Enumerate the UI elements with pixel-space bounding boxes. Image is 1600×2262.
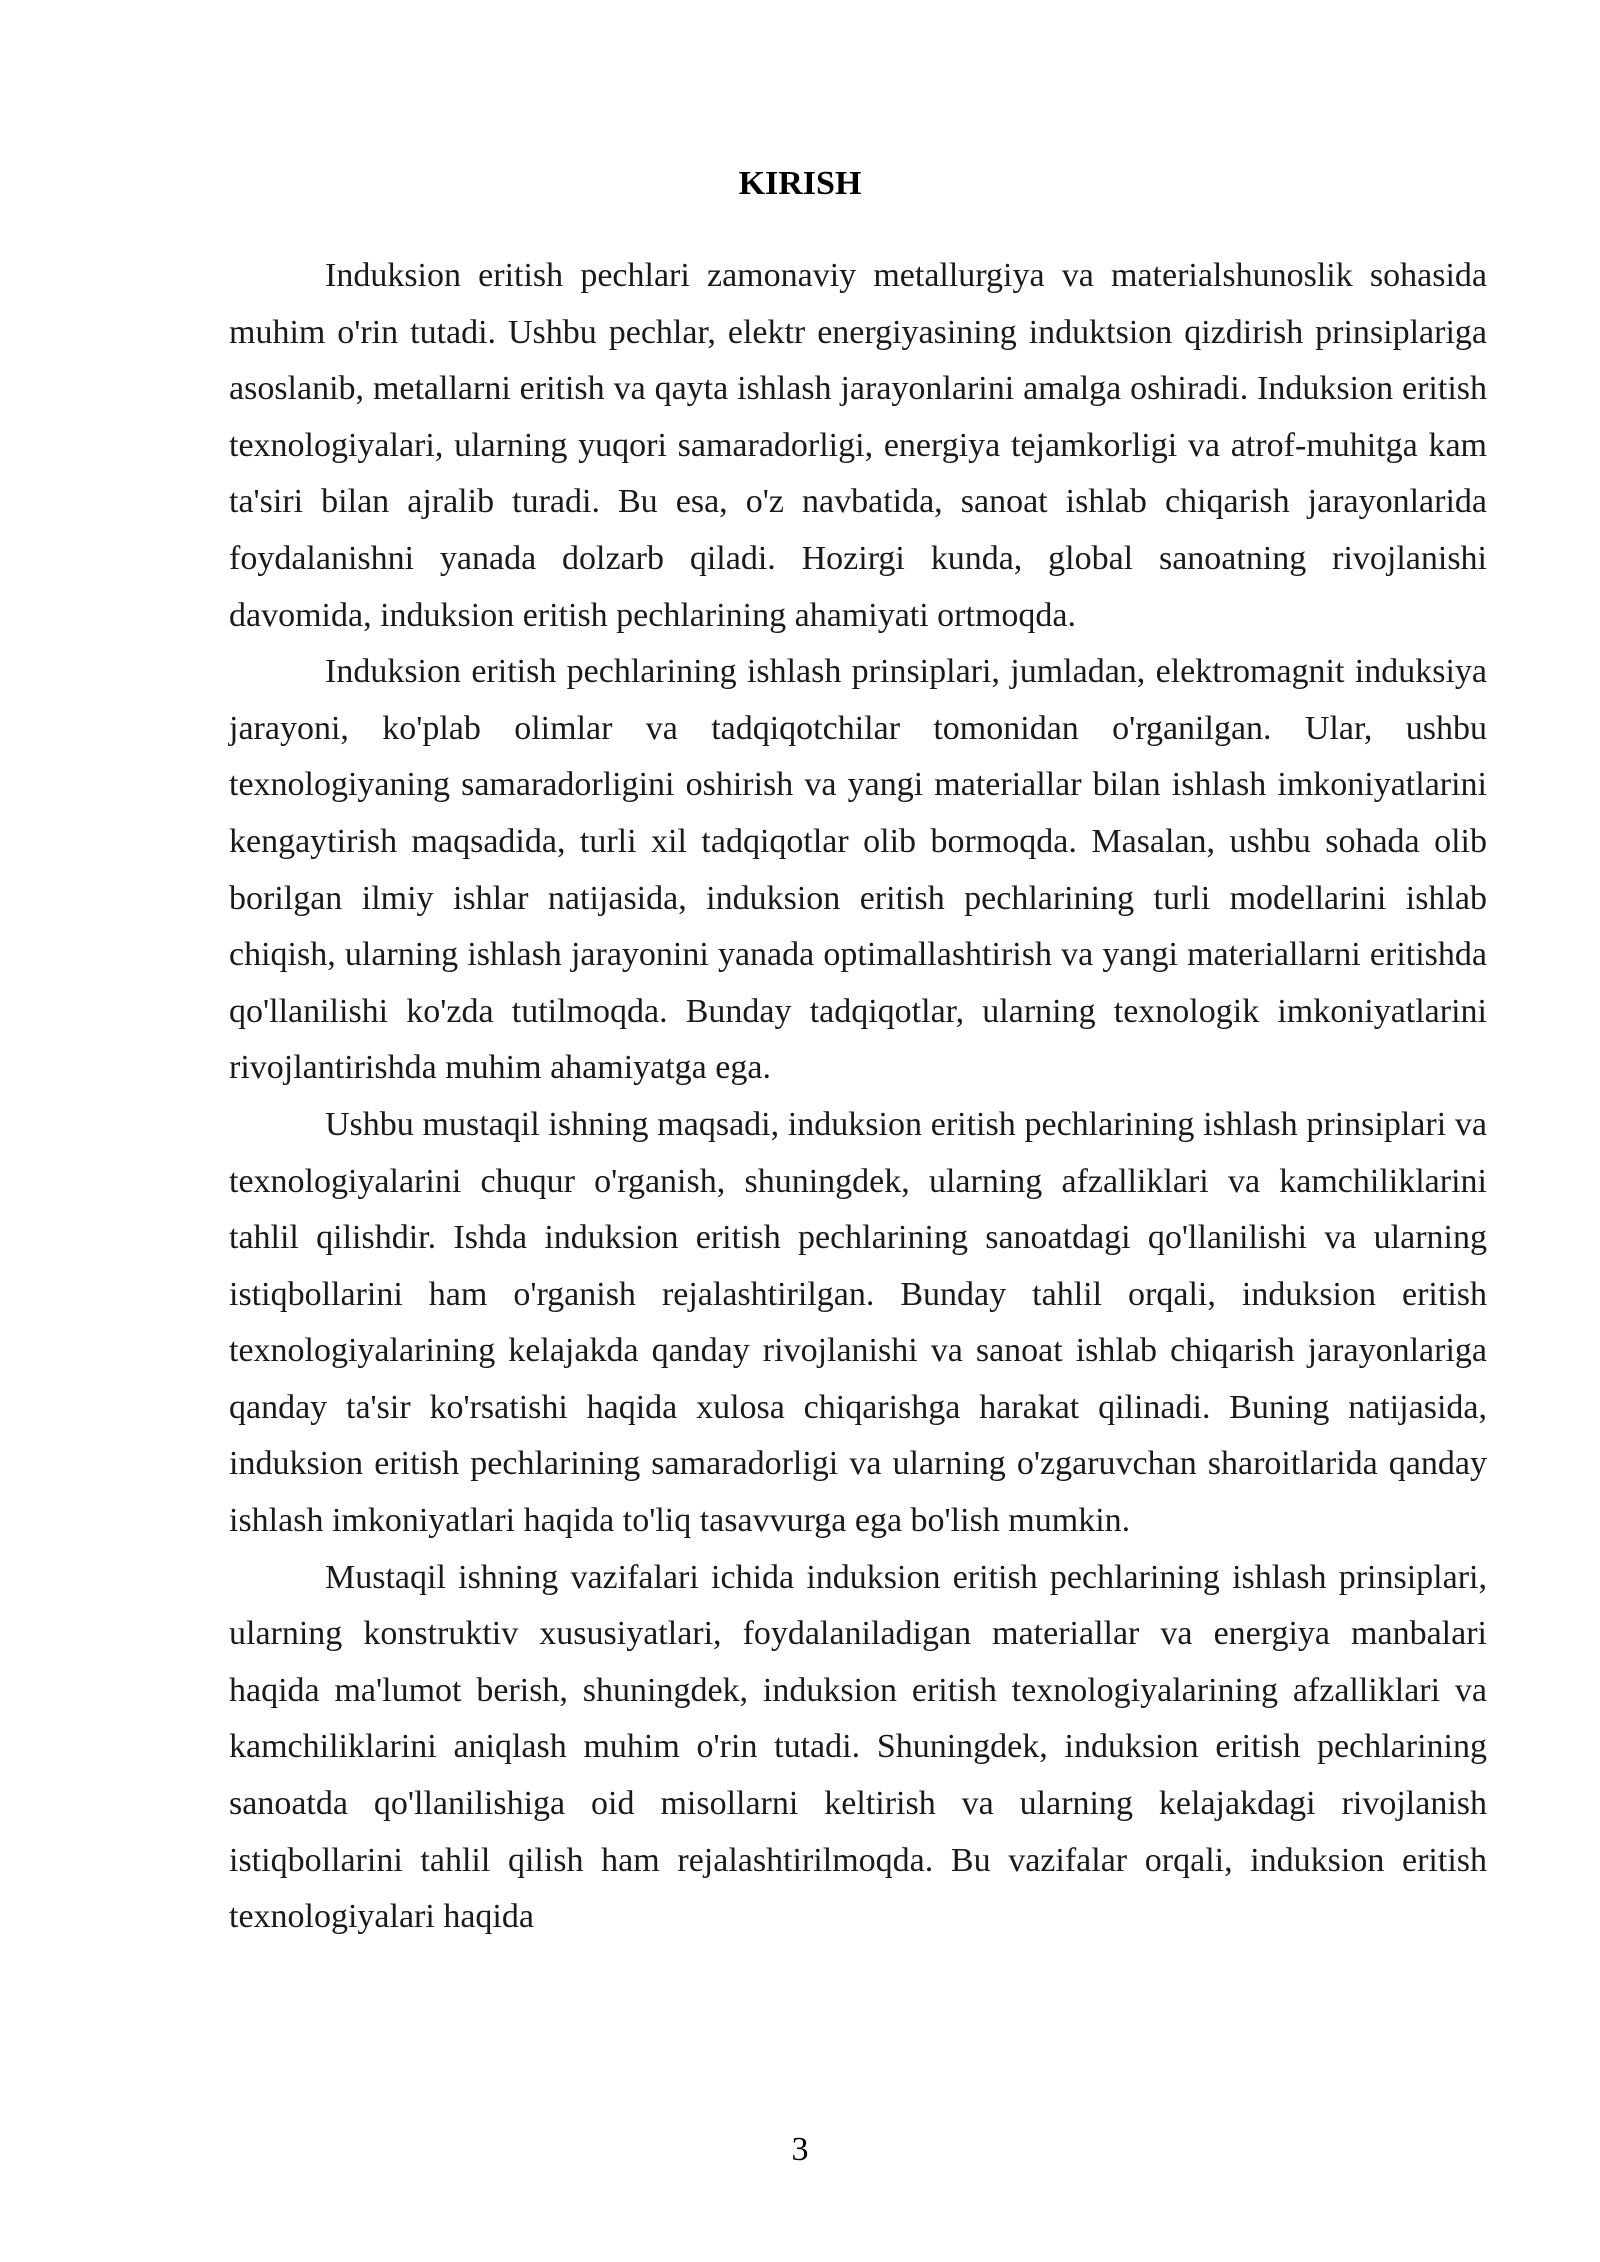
- paragraph-3: Ushbu mustaqil ishning maqsadi, induksion eritish pechlarining ishlash prinsiplari va texnologiyalarini chuqur o'rganish, shuningdek, ularning afzalliklari va kamchiliklarini tahlil qilishdir. Ishda induksion eritish pechlarining sanoatdagi qo'llanilishi va ularning istiqbollarini ham o'rganish rejalashtirilgan. Bunday tahlil orqali, induksion eritish texnologiyalarining kelajakda qanday rivojlanishi va sanoat ishlab chiqarish jarayonlariga qanday ta'sir ko'rsatishi haqida xulosa chiqarishga harakat qilinadi. Buning natijasida, induksion eritish pechlarining samaradorligi va ularning o'zgaruvchan sharoitlarida qanday ishlash imkoniyatlari haqida to'liq tasavvurga ega bo'lish mumkin.: [229, 1105, 1487, 1540]
- page-title: KIRISH: [738, 165, 862, 202]
- paragraph-2: Induksion eritish pechlarining ishlash prinsiplari, jumladan, elektromagnit induksiya jarayoni, ko'plab olimlar va tadqiqotchilar tomonidan o'rganilgan. Ular, ushbu texnologiyaning samaradorligini oshirish va yangi materiallar bilan ishlash imkoniyatlarini kengaytirish maqsadida, turli xil tadqiqotlar olib bormoqda. Masalan, ushbu sohada olib borilgan ilmiy ishlar natijasida, induksion eritish pechlarining turli modellarini ishlab chiqish, ularning ishlash jarayonini yanada optimallashtirish va yangi materiallarni eritishda qo'llanilishi ko'zda tutilmoqda. Bunday tadqiqotlar, ularning texnologik imkoniyatlarini rivojlantirishda muhim ahamiyatga ega.: [229, 653, 1487, 1087]
- paragraph-4: Mustaqil ishning vazifalari ichida induksion eritish pechlarining ishlash prinsiplari, ularning konstruktiv xususiyatlari, foydalaniladigan materiallar va energiya manbalari haqida ma'lumot berish, shuningdek, induksion eritish texnologiyalarining afzalliklari va kamchiliklarini aniqlash muhim o'rin tutadi. Shuningdek, induksion eritish pechlarining sanoatda qo'llanilishiga oid misollarni keltirish va ularning kelajakdagi rivojlanish istiqbollarini tahlil qilish ham rejalashtirilmoqda. Bu vazifalar orqali, induksion eritish texnologiyalari haqida: [229, 1558, 1487, 1936]
- body-text: [229, 248, 1487, 1946]
- page-number: 3: [791, 2131, 809, 2168]
- paragraph-1: Induksion eritish pechlari zamonaviy metallurgiya va materialshunoslik sohasida muhim o'rin tutadi. Ushbu pechlar, elektr energiyasining induktsion qizdirish prinsiplariga asoslanib, metallarni eritish va qayta ishlash jarayonlarini amalga oshiradi. Induksion eritish texnologiyalari, ularning yuqori samaradorligi, energiya tejamkorligi va atrof-muhitga kam ta'siri bilan ajralib turadi. Bu esa, o'z navbatida, sanoat ishlab chiqarish jarayonlarida foydalanishni yanada dolzarb qiladi. Hozirgi kunda, global sanoatning rivojlanishi davomida, induksion eritish pechlarining ahamiyati ortmoqda.: [229, 257, 1487, 634]
